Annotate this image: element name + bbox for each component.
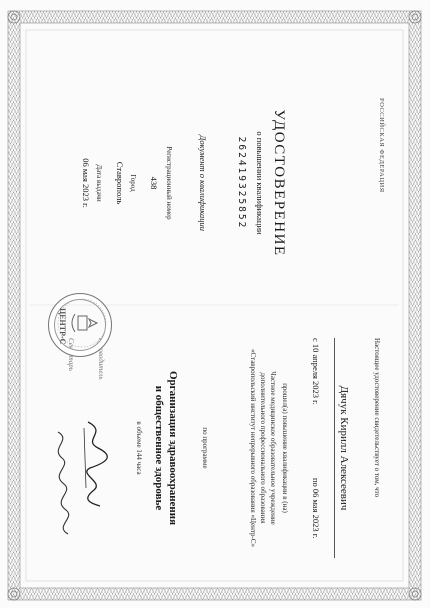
city-label: Город — [129, 174, 137, 192]
program-name-line-2: и общественное здоровье — [153, 385, 165, 511]
issue-date-value: 06 мая 2023 г. — [81, 158, 91, 208]
organization-line-3: «Ставропольский институт непрерывного образования «Центр-С» — [249, 348, 257, 548]
country-label: РОССИЙСКАЯ ФЕДЕРАЦИЯ — [378, 98, 385, 193]
signature-head — [78, 418, 112, 508]
signer-role-secretary: Секретарь — [67, 338, 75, 371]
reg-number-label: Регистрационный номер — [165, 146, 173, 220]
document-type: Документ о квалификации — [198, 134, 208, 232]
program-volume: в объеме 144 часа — [135, 421, 143, 475]
program-label: по программе — [201, 427, 209, 469]
name-underline — [334, 338, 335, 558]
seal-text: ЦЕНТР-С — [58, 308, 67, 345]
date-from: с 10 апреля 2023 г. — [311, 338, 321, 405]
document-number: 262419325852 — [236, 136, 247, 230]
program-name-line-1: Организация здравоохранения — [167, 370, 179, 526]
date-to: по 06 мая 2023 г. — [311, 478, 321, 539]
signature-secretary — [44, 428, 78, 538]
passed-text: прошел(а) повышение квалификации в (на) — [281, 383, 289, 513]
organization-line-1: Частное медицинское образовательное учреждение — [269, 371, 277, 525]
recipient-name: Дячук Кирилл Алексеевич — [338, 385, 350, 511]
document-title: УДОСТОВЕРЕНИЕ — [271, 109, 287, 257]
signer-role-head: Руководитель — [97, 338, 105, 380]
document-subtitle: о повышении квалификации — [255, 131, 265, 235]
round-seal — [48, 293, 112, 357]
intro-text: Настоящее удостоверение свидетельствует о том, что — [373, 338, 381, 498]
city-value: Ставрополь — [115, 161, 125, 205]
reg-number-value: 438 — [149, 176, 159, 190]
certificate-content — [32, 38, 404, 578]
issue-date-label: Дата выдачи — [95, 164, 103, 202]
organization-line-2: дополнительного профессионального образования — [259, 372, 267, 524]
